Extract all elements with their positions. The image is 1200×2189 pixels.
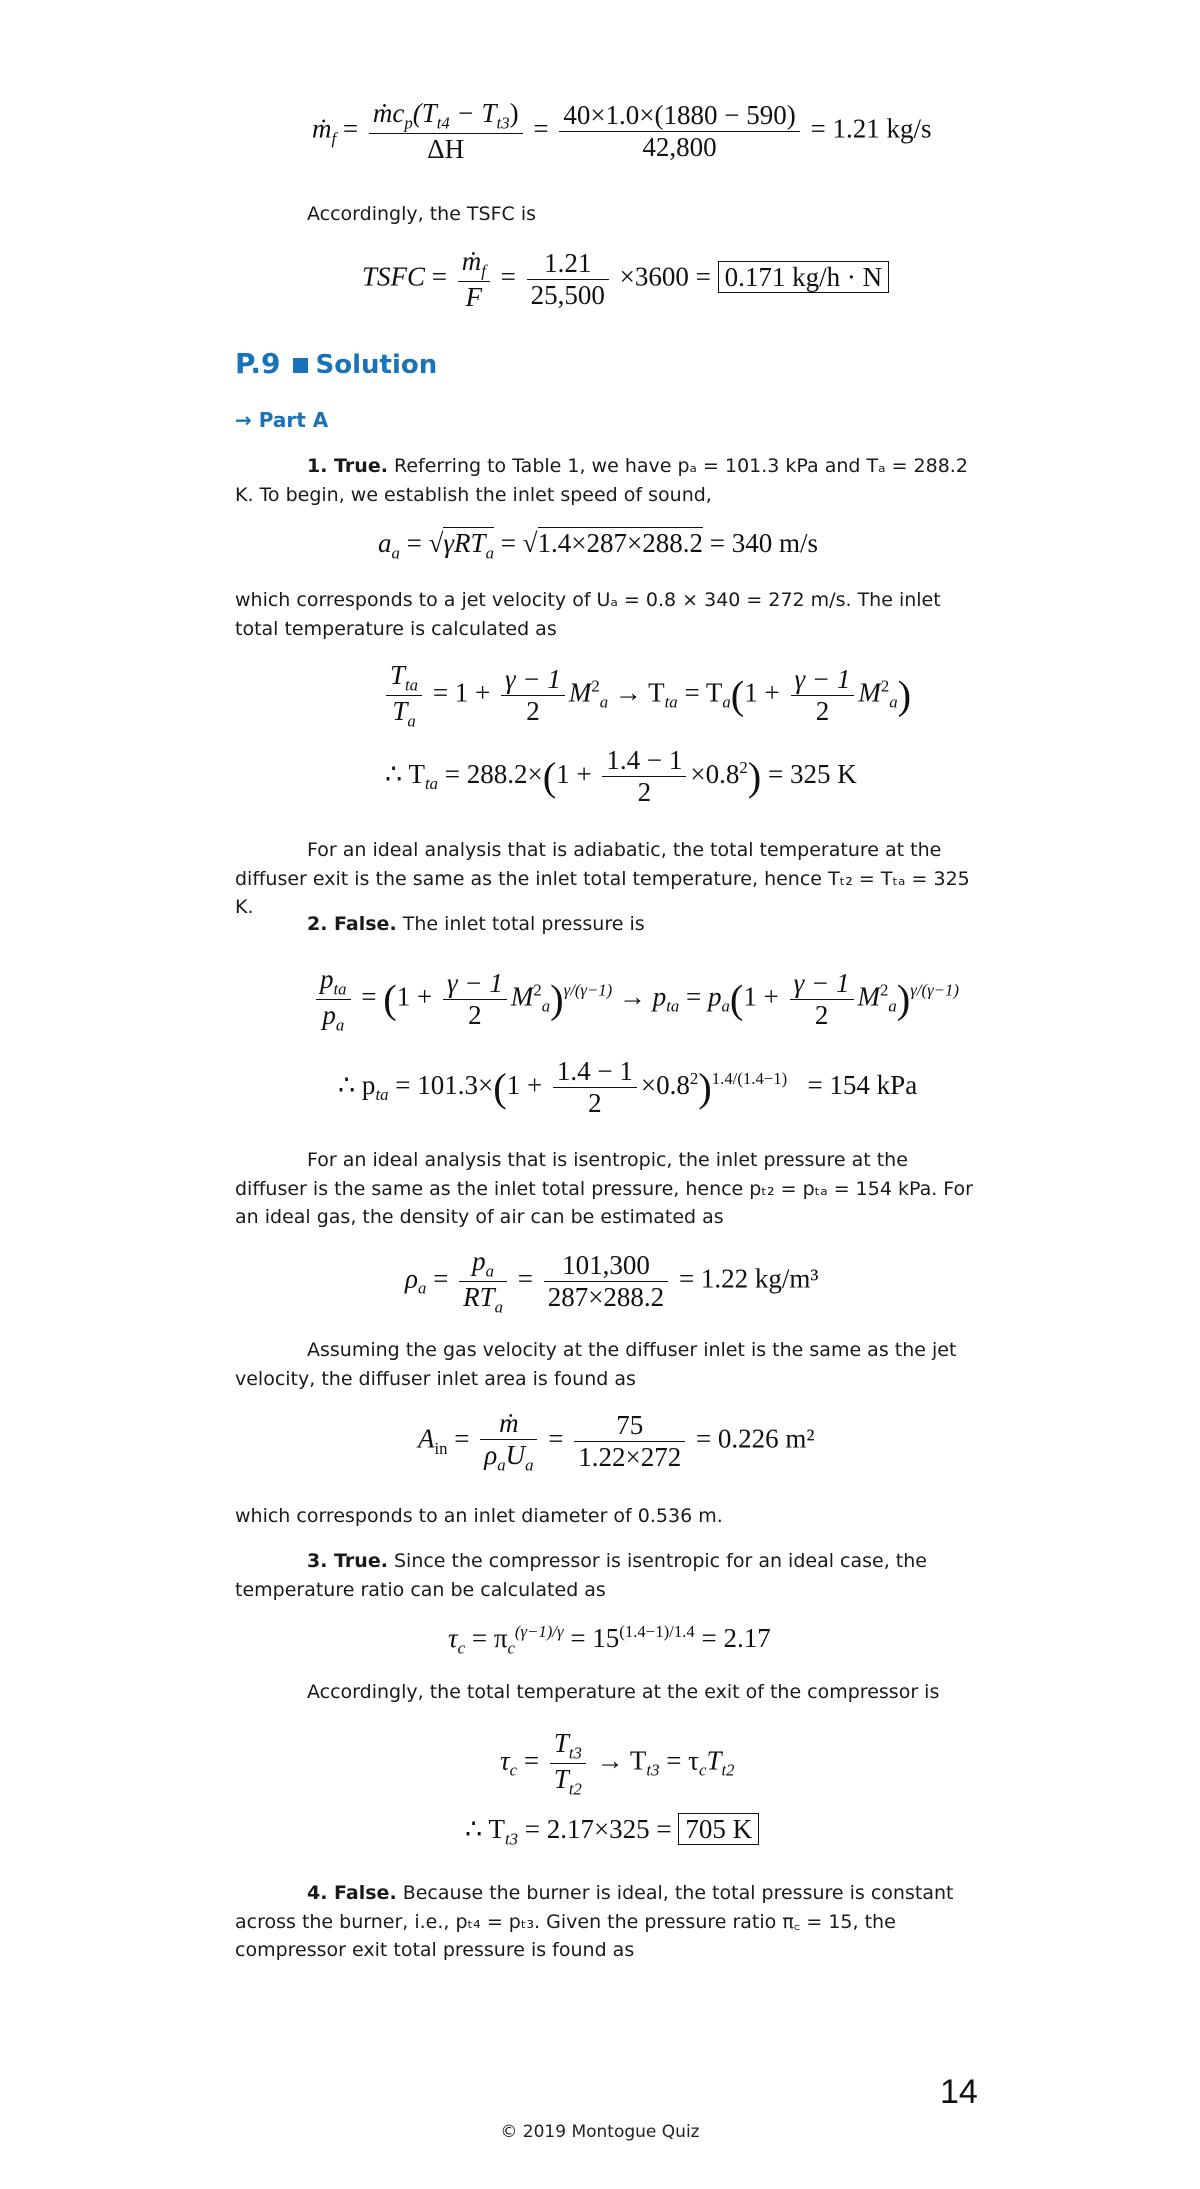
text-diameter: which corresponds to an inlet diameter of 0.536 m.: [235, 1505, 723, 1527]
equation-total-temperature: $\frac{T_{ta}}{T_a}$ = 1 + $\frac{\gamma - 1}{2}$ $M^2_a \to T_{ta} = T_a(1$ + $\frac{\gamma - 1}{2}$ $M^2_a$): [382, 660, 962, 730]
square-bullet-icon: [293, 358, 308, 373]
equation-tsfc: TSFC = $\frac{ṁ_f}{F}$ = $\frac{1.21}{25,500}$ ×3600 = 0.171 kg/h · N: [362, 246, 962, 313]
text-accordingly-tsfc: Accordingly, the TSFC is: [307, 203, 537, 225]
text-exit-temperature: Accordingly, the total temperature at the exit of the compressor is: [307, 1681, 940, 1703]
equation-exit-temperature: $\tau_c$ = $\frac{T_{t3}}{T_{t2}}$ → $T_{t3} = \tau_cT_{t2}$: [500, 1728, 735, 1799]
item-1: 1. True. Referring to Table 1, we have pₐ = 101.3 kPa and Tₐ = 288.2 K. To begin, we establish the inlet speed of sound,: [235, 455, 968, 506]
equation-inlet-area: $A_{in}$ = $\frac{\text{ṁ}}{\rho_aU_a}$ = $\frac{75}{1.22\times 272}$ = 0.226 m²: [418, 1408, 815, 1475]
equation-fuel-flow: ṁ$_f$ = $\frac{ṁc_p(T_{t4} - T_{t3})}{\Delta H}$ = $\frac{40\times 1.0\times(1880 - 590)}{42,800}$ = 1.21 kg/s: [312, 98, 932, 164]
boxed-result-tsfc: 0.171 kg/h · N: [718, 261, 890, 293]
text-jet-velocity: which corresponds to a jet velocity of Uₐ = 0.8 × 340 = 272 m/s. The inlet total temperature is calculated as: [235, 589, 941, 640]
equation-exit-temperature-result: ∴ $T_{t3} = 2.17\times 325 = 705$ K: [465, 1814, 885, 1849]
part-heading: → Part A: [235, 408, 329, 432]
footer-copyright: © 2019 Montogue Quiz: [500, 2122, 700, 2142]
text-assuming: Assuming the gas velocity at the diffuser inlet is the same as the jet velocity, the diffuser inlet area is found as: [235, 1339, 957, 1390]
equation-total-temperature-result: ∴ $T_{ta} = 288.2\times(1$ + $\frac{1.4 - 1}{2}$ $\times 0.8^2) = 325$ K: [385, 745, 857, 808]
text-isentropic: For an ideal analysis that is isentropic, the inlet pressure at the diffuser is the same as the inlet total pressure, hence pₜ₂ = pₜₐ = 154 kPa. For an ideal gas, the density of air can be estimated as: [235, 1149, 973, 1228]
item-2: 2. False. The inlet total pressure is: [307, 913, 645, 935]
text-adiabatic: For an ideal analysis that is adiabatic, the total temperature at the diffuser exit is the same as the inlet total temperature, hence Tₜ₂ = Tₜₐ = 325 K.: [235, 839, 970, 918]
page-number: 14: [940, 2073, 978, 2111]
equation-temperature-ratio: $\tau_c = \pi_c^{(\gamma-1)/\gamma} = 15^{(1.4-1)/1.4} = 2.17$: [448, 1622, 771, 1658]
equation-total-pressure: $\frac{p_{ta}}{p_a}$ = (1 + $\frac{\gamma - 1}{2}$ $M^2_a)^{\gamma/(\gamma-1)} \to p_{ta} = p_a(1$ + $\frac{\gamma - 1}{2}$ $M^2_a)^{\gamma/(\gamma-1)}$: [312, 964, 962, 1034]
item-4: 4. False. Because the burner is ideal, the total pressure is constant across the burner, i.e., pₜ₄ = pₜ₃. Given the pressure ratio π꜀ = 15, the compressor exit total pressure is found as: [235, 1882, 954, 1961]
item-3: 3. True. Since the compressor is isentropic for an ideal case, the temperature ratio can be calculated as: [235, 1550, 927, 1601]
section-heading: P.9 Solution: [235, 347, 438, 380]
equation-speed-of-sound: $a_a = √\gamma RT_a = √1.4\times 287\times 288.2 = 340$ m/s: [378, 528, 818, 563]
boxed-result-tt3: 705 K: [678, 1813, 759, 1845]
equation-density: $\rho_a$ = $\frac{p_a}{RT_a}$ = $\frac{101,300}{287\times 288.2}$ = 1.22 kg/m³: [405, 1246, 819, 1317]
equation-total-pressure-result: ∴ $p_{ta} = 101.3\times(1$ + $\frac{1.4 - 1}{2}$ $\times 0.8^2)^{1.4/(1.4-1)}$ = 154 kPa: [338, 1056, 918, 1119]
